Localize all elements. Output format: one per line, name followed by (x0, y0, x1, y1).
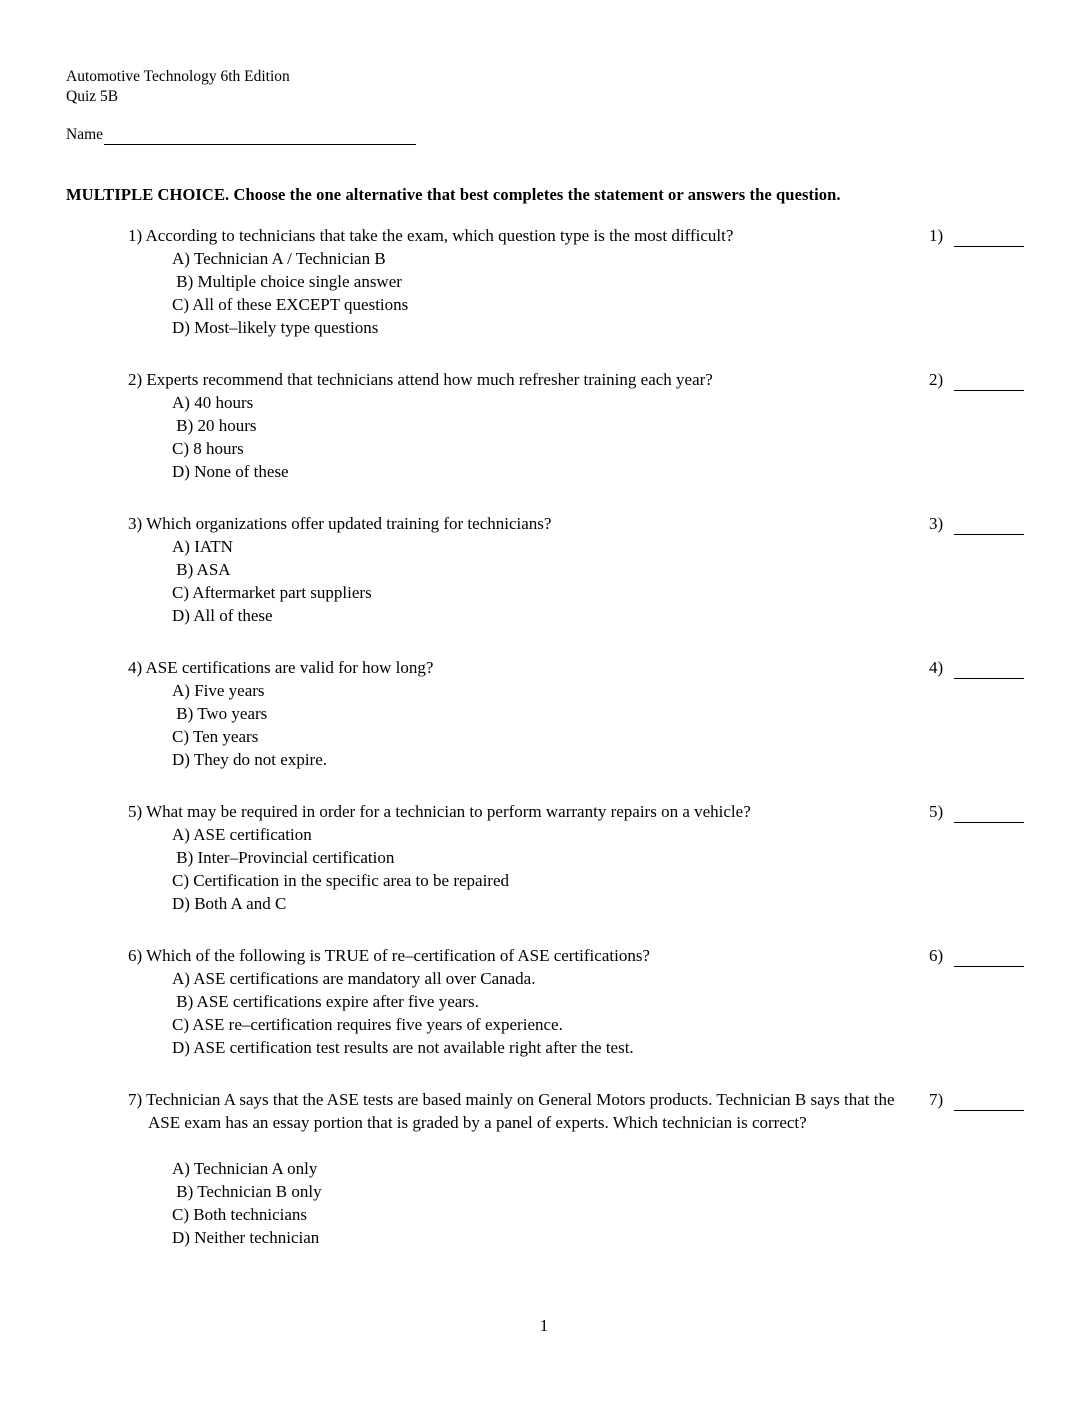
answer-slot (929, 944, 1024, 967)
question-stem: 4) ASE certifications are valid for how long? (128, 658, 434, 677)
name-field (66, 125, 416, 145)
answer-options (172, 247, 408, 339)
answer-option: A) Technician A / Technician B (172, 249, 386, 268)
question-7 (0, 1088, 1088, 1247)
answer-options (172, 391, 289, 483)
answer-option: B) Two years (172, 704, 268, 723)
answer-blank-line (954, 1092, 1024, 1111)
question-3 (0, 512, 1088, 656)
answer-option: B) Technician B only (172, 1182, 322, 1201)
answer-option: C) 8 hours (172, 439, 244, 458)
answer-slot (929, 656, 1024, 679)
answer-option: C) Aftermarket part suppliers (172, 583, 372, 602)
name-blank-line (104, 127, 416, 145)
answer-option: C) ASE re–certification requires five years of experience. (172, 1015, 563, 1034)
answer-option: D) ASE certification test results are not available right after the test. (172, 1038, 634, 1057)
answer-option: A) ASE certification (172, 825, 312, 844)
answer-option: A) Technician A only (172, 1159, 318, 1178)
answer-number: 7) (929, 1090, 944, 1109)
answer-option: B) 20 hours (172, 416, 257, 435)
question-stem: 1) According to technicians that take the exam, which question type is the most difficult? (128, 226, 734, 245)
answer-option: B) ASA (172, 560, 231, 579)
answer-options (172, 535, 372, 627)
answer-slot (929, 224, 1024, 247)
question-5 (0, 800, 1088, 944)
answer-blank-line (954, 660, 1024, 679)
quiz-label: Quiz 5B (66, 88, 119, 105)
answer-option: D) None of these (172, 462, 289, 481)
section-instructions: MULTIPLE CHOICE. Choose the one alternative that best completes the statement or answers the question. (66, 185, 841, 204)
question-stem: 2) Experts recommend that technicians attend how much refresher training each year? (128, 370, 713, 389)
answer-blank-line (954, 228, 1024, 247)
answer-options (172, 679, 327, 771)
question-2 (0, 368, 1088, 512)
question-stem: 3) Which organizations offer updated training for technicians? (128, 514, 552, 533)
page-number: 1 (539, 1316, 549, 1335)
question-stem: 7) Technician A says that the ASE tests are based mainly on General Motors products. Technician B says that the ASE exam has an essay portion that is graded by a panel of experts. Which technician is correct? (128, 1090, 895, 1132)
answer-options (172, 1157, 322, 1249)
answer-blank-line (954, 372, 1024, 391)
document-title: Automotive Technology 6th Edition (66, 68, 290, 85)
answer-option: D) Neither technician (172, 1228, 320, 1247)
answer-option: D) All of these (172, 606, 273, 625)
answer-number: 2) (929, 370, 944, 389)
answer-option: D) They do not expire. (172, 750, 328, 769)
answer-option: A) IATN (172, 537, 233, 556)
answer-number: 6) (929, 946, 944, 965)
answer-blank-line (954, 948, 1024, 967)
answer-option: C) Ten years (172, 727, 259, 746)
answer-option: C) Both technicians (172, 1205, 308, 1224)
question-1 (0, 224, 1088, 368)
answer-slot (929, 1088, 1024, 1111)
answer-option: A) Five years (172, 681, 265, 700)
answer-option: B) Inter–Provincial certification (172, 848, 395, 867)
answer-number: 5) (929, 802, 944, 821)
answer-option: D) Most–likely type questions (172, 318, 379, 337)
question-6 (0, 944, 1088, 1088)
answer-option: A) 40 hours (172, 393, 254, 412)
answer-slot (929, 368, 1024, 391)
answer-options (172, 967, 634, 1059)
question-list (0, 224, 1088, 1247)
answer-blank-line (954, 516, 1024, 535)
answer-slot (929, 800, 1024, 823)
answer-options (172, 823, 509, 915)
name-label: Name (66, 126, 104, 143)
answer-option: C) All of these EXCEPT questions (172, 295, 409, 314)
answer-number: 4) (929, 658, 944, 677)
answer-number: 3) (929, 514, 944, 533)
answer-slot (929, 512, 1024, 535)
question-stem: 5) What may be required in order for a technician to perform warranty repairs on a vehicle? (128, 802, 751, 821)
answer-blank-line (954, 804, 1024, 823)
answer-option: A) ASE certifications are mandatory all over Canada. (172, 969, 536, 988)
answer-option: C) Certification in the specific area to be repaired (172, 871, 510, 890)
answer-option: B) Multiple choice single answer (172, 272, 402, 291)
answer-option: D) Both A and C (172, 894, 287, 913)
question-4 (0, 656, 1088, 800)
answer-number: 1) (929, 226, 944, 245)
answer-option: B) ASE certifications expire after five years. (172, 992, 479, 1011)
question-stem: 6) Which of the following is TRUE of re–certification of ASE certifications? (128, 946, 650, 965)
